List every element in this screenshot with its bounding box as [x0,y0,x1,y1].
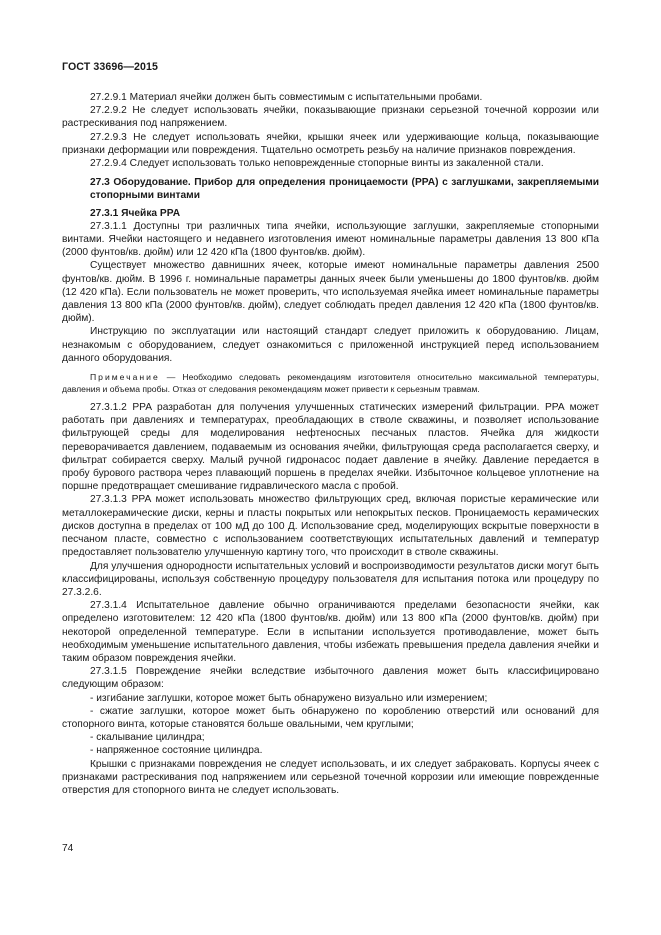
paragraph: Крышки с признаками повреждения не следует использовать, и их следует забраковать. Корпусы ячеек с признаками растрескивания под напряжением или серьезной точечной коррозии или имеющие поврежденные отверстия для стопорного винта не следует использовать. [62,758,599,796]
paragraph: Существует множество давнишних ячеек, которые имеют номинальные параметры давления 2500 фунтов/кв. дюйм. В 1996 г. номинальные параметры данных ячеек были уменьшены до 1800 фунтов/кв. дюйм (12 420 кПа). Если пользователь не может проверить, что используемая ячейка имеет номинальные параметры давления 13 800 кПа (2000 фунтов/кв. дюйм), следует соблюдать предел давления 12 420 кПа (1800 фунтов/кв. дюйм). [62,260,599,325]
paragraph: 27.3.1.4 Испытательное давление обычно ограничиваются пределами безопасности ячейки, как определено изготовителем: 12 420 кПа (1800 фунтов/кв. дюйм) или 13 800 кПа (2000 фунтов/кв. дюйм) при некоторой определенной температуре. Если в испытании используется противодавление, может быть необходимым уменьшение испытательного давления, чтобы избежать превышения предела давления ячейки и таким образом повреждения ячейки. [62,600,599,664]
paragraph: 27.3.1.1 Доступны три различных типа ячейки, использующие заглушки, закрепляемые стопорными винтами. Ячейки настоящего и недавнего изготовления имеют номинальные параметры давления 13 800 кПа (2000 фунтов/кв. дюйм) или 12 420 кПа (1800 фунтов/кв. дюйм). [62,220,599,259]
paragraph: Для улучшения однородности испытательных условий и воспроизводимости результатов диски могут быть классифицированы, используя собственную процедуру пользователя для испытания потока или процедуру по 27.3.2.6. [62,560,599,598]
paragraph: 27.2.9.1 Материал ячейки должен быть совместимым с испытательными пробами. [90,92,483,103]
list-item: - изгибание заглушки, которое может быть обнаружено визуально или измерением; [90,692,488,704]
paragraph: 27.3.1.3 PPA может использовать множество фильтрующих сред, включая пористые керамические или металлокерамические диски, керны и пласты покрытых или непокрытых песков. Проницаемость керамических дисков доступна в пределах от 100 мД до 100 Д. Использование сред, моделирующих вскрытые поверхности в песчаном пласте, совместно с использованием соответствующих испытательных давлений и температур предоставляет пользователю улучшенную картину того, что происходит в стволе скважины. [62,494,599,559]
paragraph: 27.3.1.2 PPA разработан для получения улучшенных статических измерений фильтрации. PPA может работать при давлениях и температурах, преобладающих в стволе скважины, и позволяет использование фильтрующей среды для моделирования нефтеносных песчаных пластов. Ячейка для жидкости переворачивается давлением, подаваемым из основания ячейки, фильтрующая среда располагается сверху, и фильтрат собирается сверху. Малый ручной гидронасос подает давление в ячейку. Давление передается в пробу бурового раствора через плавающий поршень в пределах ячейки. Избыточное кольцевое уплотнение на поршне предотвращает смешивание гидравлического масла с пробой. [62,402,599,493]
list-item: - напряженное состояние цилиндра. [90,745,263,757]
document-header: ГОСТ 33696—2015 [62,61,159,73]
paragraph: 27.3.1.5 Повреждение ячейки вследствие избыточного давления может быть классифицировано следующим образом: [62,666,599,691]
document-body [62,91,599,797]
note [62,371,599,395]
paragraph: 27.2.9.4 Следует использовать только неповрежденные стопорные винты из закаленной стали. [90,158,544,170]
paragraph: 27.2.9.3 Не следует использовать ячейки, крышки ячеек или удерживающие кольца, показывающие признаки деформации или повреждения. Тщательно осмотреть резьбу на наличие признаков повреждения. [62,131,599,156]
note-text: — Необходимо следовать рекомендациям изготовителя относительно максимальной температуры, давления и объема пробы. Отказ от следования рекомендациям может привести к серьезным травмам. [62,372,599,395]
paragraph: 27.2.9.2 Не следует использовать ячейки, показывающие признаки серьезной точечной коррозии или растрескивания под напряжением. [62,105,599,130]
list-item: - сжатие заглушки, которое может быть обнаружено по короблению отверстий или оснований для стопорного винта, которые становятся больше овальными, чем круглыми; [62,705,599,730]
paragraph: Инструкцию по эксплуатации или настоящий стандарт следует приложить к оборудованию. Лицам, незнакомым с оборудованием, следует ознакомиться с приложенной инструкцией перед использованием данного оборудования. [62,326,599,364]
page-number: 74 [62,843,74,854]
note-label: Примечание [90,372,160,383]
section-heading: 27.3 Оборудование. Прибор для определения проницаемости (PPA) с заглушками, закрепляемыми стопорными винтами [90,177,599,202]
subsection-heading: 27.3.1 Ячейка PPA [90,207,181,219]
list-item: - скалывание цилиндра; [90,732,205,744]
